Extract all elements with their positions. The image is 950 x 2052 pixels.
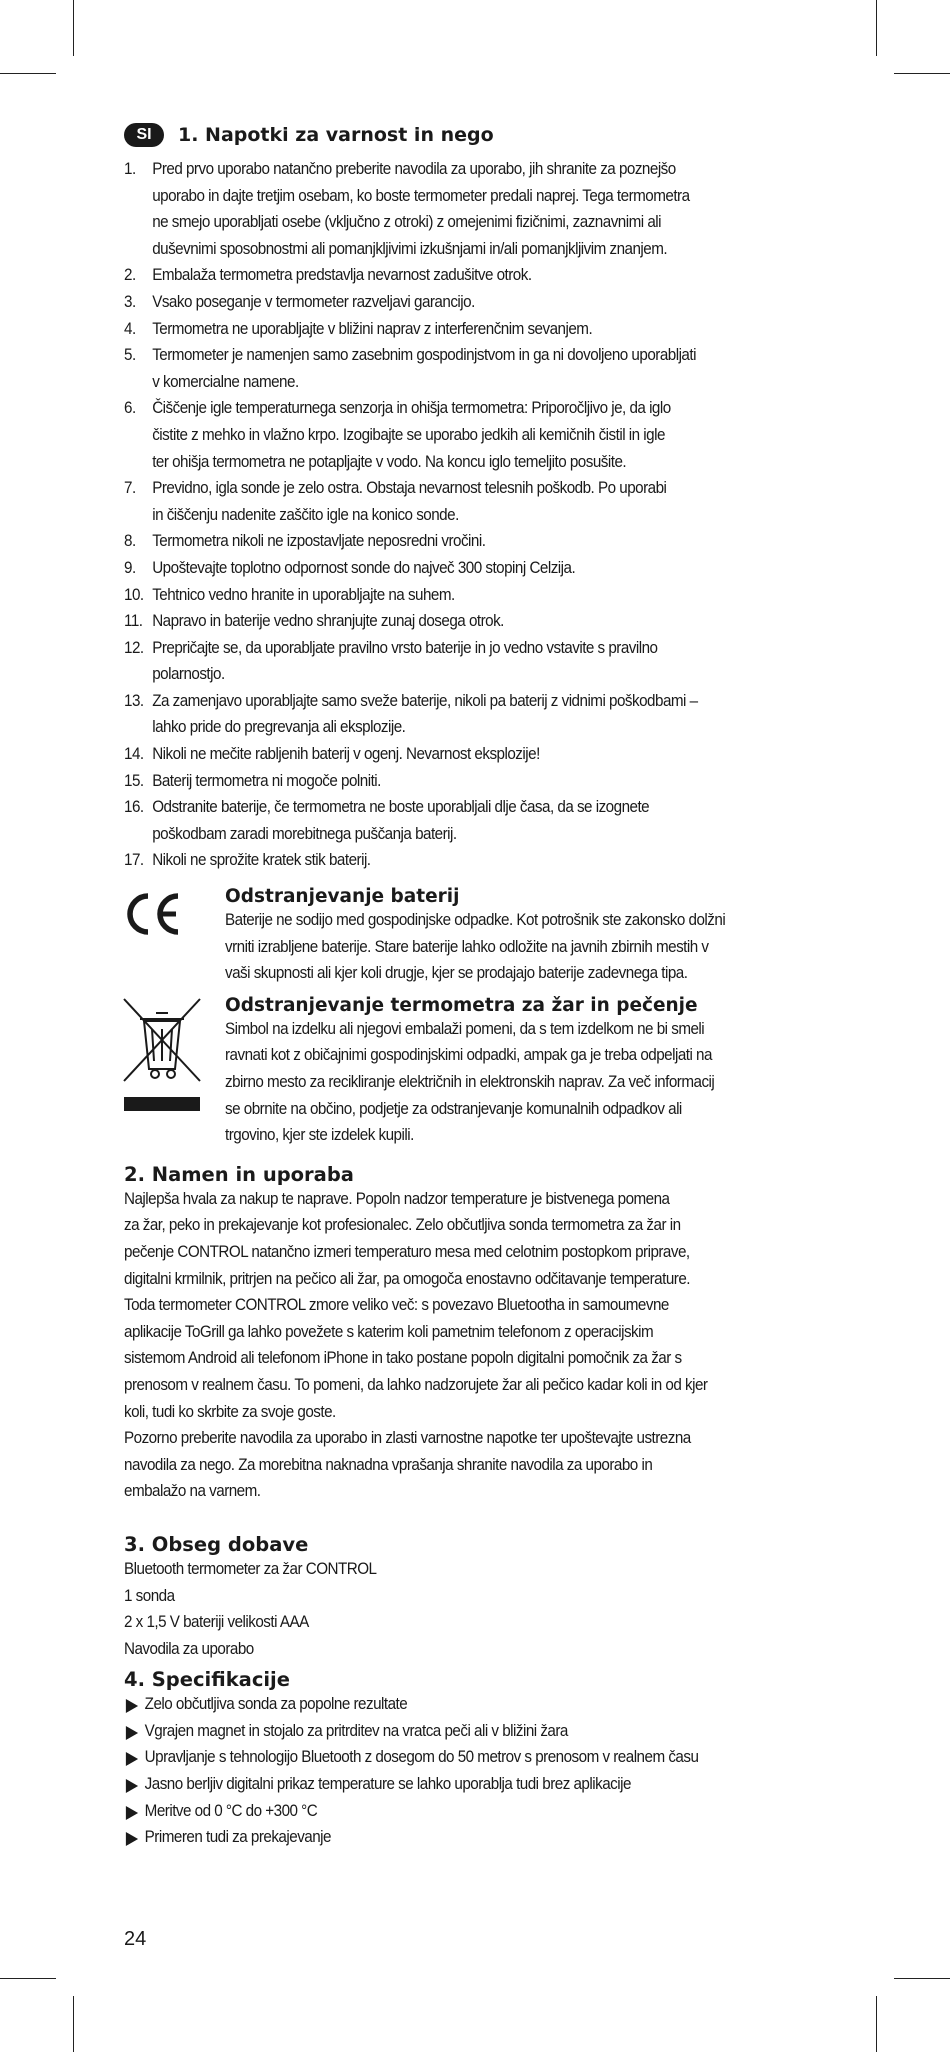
- specs-list: [124, 1691, 829, 1851]
- thermometer-disposal-title: Odstranjevanje termometra za žar in pečenje: [225, 994, 698, 1016]
- spec-item: [124, 1798, 829, 1825]
- safety-item-line: Vsako poseganje v termometer razveljavi garancijo.: [152, 292, 475, 311]
- safety-item-number: 7.: [124, 479, 136, 498]
- battery-disposal-line: vrniti izrabljene baterije. Stare baterije lahko odložite na javnih zbirnih mestih v: [225, 937, 709, 956]
- purpose-heading: 2. Namen in uporaba: [124, 1162, 354, 1186]
- purpose-line: Najlepša hvala za nakup te naprave. Popoln nadzor temperature je bistvenega pomena: [124, 1189, 670, 1208]
- specs-heading: 4. Specifikacije: [124, 1668, 290, 1692]
- thermometer-disposal-line: Simbol na izdelku ali njegovi embalaži pomeni, da s tem izdelkom ne bi smeli: [225, 1019, 705, 1038]
- ce-mark-icon: [122, 892, 182, 941]
- spec-item-text: Jasno berljiv digitalni prikaz temperature se lahko uporablja tudi brez aplikacije: [144, 1775, 631, 1794]
- bullet-arrow-icon: [126, 1752, 138, 1766]
- safety-item-line: Nikoli ne mečite rabljenih baterij v ogenj. Nevarnost eksplozije!: [152, 745, 540, 764]
- safety-item: [124, 262, 829, 289]
- safety-item-line: čistite z mehko in vlažno krpo. Izogibajte se uporabo jedkih ali kemičnih čistil in igle: [152, 425, 665, 444]
- specs-list-wrapper: [124, 1691, 829, 1851]
- battery-disposal-text: [225, 907, 827, 987]
- safety-list-wrapper: [124, 156, 829, 874]
- safety-item: [124, 582, 829, 609]
- contents-heading: 3. Obseg dobave: [124, 1532, 309, 1556]
- contents-item: 1 sonda: [124, 1586, 175, 1605]
- safety-list: [124, 156, 829, 874]
- safety-item-line: Napravo in baterije vedno shranjujte zunaj dosega otrok.: [152, 612, 504, 631]
- purpose-line: digitalni krmilnik, pritrjen na pečico ali žar, pa omogoča enostavno odčitavanje temperature.: [124, 1269, 690, 1288]
- spec-item-text: Primeren tudi za prekajevanje: [144, 1828, 331, 1847]
- safety-item-line: Pred prvo uporabo natančno preberite navodila za uporabo, jih shranite za poznejšo: [152, 160, 676, 178]
- safety-item: [124, 608, 829, 635]
- crop-mark: [73, 1996, 74, 2052]
- contents-section: [124, 1533, 828, 1662]
- spec-item-text: Vgrajen magnet in stojalo za pritrditev na vratca peči ali v bližini žara: [144, 1721, 568, 1740]
- safety-item-line: Previdno, igla sonde je zelo ostra. Obstaja nevarnost telesnih poškodb. Po uporabi: [152, 479, 667, 498]
- safety-item-number: 16.: [124, 798, 144, 817]
- spec-item-text: Zelo občutljiva sonda za popolne rezultate: [144, 1695, 408, 1714]
- safety-item-number: 12.: [124, 638, 144, 657]
- safety-item-number: 4.: [124, 319, 136, 338]
- safety-item-line: poškodbam zaradi morebitnega puščanja baterij.: [152, 824, 457, 843]
- safety-item-line: uporabo in dajte tretjim osebam, ko boste termometer predali naprej. Tega termometra: [152, 186, 690, 205]
- safety-item: [124, 289, 829, 316]
- safety-item: [124, 768, 829, 795]
- safety-item-line: ne smejo uporabljati osebe (vključno z otroki) z omejenimi fizičnimi, zaznavnimi ali: [152, 213, 662, 232]
- safety-item-number: 9.: [124, 558, 136, 577]
- purpose-line: koli, tudi ko skrbite za svoje goste.: [124, 1402, 336, 1421]
- purpose-line: za žar, peko in prekajevanje kot profesionalec. Zelo občutljiva sonda termometra za žar in: [124, 1216, 681, 1235]
- contents-item: Bluetooth termometer za žar CONTROL: [124, 1559, 377, 1578]
- safety-item-line: lahko pride do pregrevanja ali eksplozije.: [152, 718, 406, 737]
- safety-item-number: 11.: [124, 612, 143, 631]
- thermometer-disposal-line: trgovino, kjer ste izdelek kupili.: [225, 1126, 414, 1145]
- language-badge: SI: [124, 123, 164, 147]
- purpose-line: navodila za nego. Za morebitna naknadna vprašanja shranite navodila za uporabo in: [124, 1455, 653, 1474]
- safety-item-line: Čiščenje igle temperaturnega senzorja in ohišja termometra: Priporočljivo je, da iglo: [152, 399, 671, 418]
- specs-section: [124, 1668, 828, 1851]
- safety-item-line: Baterij termometra ni mogoče polniti.: [152, 771, 381, 790]
- purpose-section: [124, 1163, 828, 1505]
- safety-item-line: Termometra nikoli ne izpostavljate neposredni vročini.: [152, 532, 486, 551]
- purpose-text: [124, 1186, 829, 1505]
- battery-disposal-section: [124, 886, 828, 987]
- safety-item-number: 14.: [124, 745, 144, 764]
- safety-item-line: polarnostjo.: [152, 665, 225, 684]
- safety-item-number: 13.: [124, 691, 144, 710]
- safety-item-line: Odstranite baterije, če termometra ne boste uporabljali dlje časa, da se izognete: [152, 798, 650, 817]
- safety-item-number: 2.: [124, 266, 136, 285]
- safety-item-line: Upoštevajte toplotno odpornost sonde do največ 300 stopinj Celzija.: [152, 558, 576, 577]
- purpose-line: embalažo na varnem.: [124, 1482, 261, 1501]
- purpose-line: prenosom v realnem času. To pomeni, da lahko nadzorujete žar ali pečico kadar koli in od kjer: [124, 1375, 708, 1394]
- safety-title: 1. Napotki za varnost in nego: [178, 124, 494, 146]
- safety-item-number: 8.: [124, 532, 136, 551]
- safety-item-number: 1.: [124, 160, 136, 178]
- safety-item-line: Termometer je namenjen samo zasebnim gospodinjstvom in ga ni dovoljeno uporabljati: [152, 346, 696, 365]
- safety-item: [124, 555, 829, 582]
- safety-item: [124, 741, 829, 768]
- purpose-line: sistemom Android ali telefonom iPhone in tako postane popoln digitalni pomočnik za žar s: [124, 1349, 682, 1368]
- purpose-line: Pozorno preberite navodila za uporabo in zlasti varnostne napotke ter upoštevajte ustrezna: [124, 1429, 691, 1448]
- page-content: [124, 118, 828, 1851]
- page-number: 24: [124, 1928, 147, 1950]
- crop-mark: [894, 73, 950, 74]
- safety-item: [124, 635, 829, 688]
- safety-item: [124, 475, 829, 528]
- safety-item: [124, 794, 829, 847]
- safety-item-line: ter ohišja termometra ne potapljajte v vodo. Na koncu iglo temeljito posušite.: [152, 452, 627, 471]
- crop-mark: [0, 73, 56, 74]
- thermometer-disposal-text: [225, 1016, 827, 1149]
- safety-item: [124, 688, 829, 741]
- battery-disposal-line: vaši skupnosti ali kjer koli drugje, kjer se prodajajo baterije zadevnega tipa.: [225, 964, 688, 983]
- battery-disposal-line: Baterije ne sodijo med gospodinjske odpadke. Kot potrošnik ste zakonsko dolžni: [225, 911, 726, 930]
- safety-item-number: 3.: [124, 292, 136, 311]
- safety-item-line: v komercialne namene.: [152, 372, 299, 391]
- safety-item-line: Termometra ne uporabljajte v bližini naprav z interferenčnim sevanjem.: [152, 319, 593, 338]
- safety-item: [124, 847, 829, 874]
- purpose-line: aplikacije ToGrill ga lahko povežete s katerim koli pametnim telefonom z operacijskim: [124, 1322, 654, 1341]
- purpose-line: Toda termometer CONTROL zmore veliko več: s povezavo Bluetootha in samoumevne: [124, 1296, 669, 1315]
- safety-item-line: Embalaža termometra predstavlja nevarnost zadušitve otrok.: [152, 266, 532, 285]
- safety-item: [124, 395, 829, 475]
- safety-item: [124, 342, 829, 395]
- crossed-out-wheelie-bin-icon: [122, 997, 202, 1122]
- bullet-arrow-icon: [126, 1806, 138, 1820]
- safety-item-line: in čiščenju nadenite zaščito igle na konico sonde.: [152, 505, 459, 524]
- spec-item: [124, 1718, 829, 1745]
- thermometer-disposal-section: [124, 995, 828, 1149]
- contents-list: [124, 1556, 829, 1662]
- bullet-arrow-icon: [126, 1832, 138, 1846]
- spec-item: [124, 1744, 829, 1771]
- contents-item: Navodila za uporabo: [124, 1639, 254, 1658]
- crop-mark: [894, 1978, 950, 1979]
- crop-mark: [0, 1978, 56, 1979]
- safety-item-number: 15.: [124, 771, 144, 790]
- crop-mark: [876, 0, 877, 56]
- safety-item: [124, 156, 829, 262]
- safety-item-number: 5.: [124, 346, 136, 365]
- contents-item: 2 x 1,5 V bateriji velikosti AAA: [124, 1613, 309, 1632]
- safety-heading: [124, 118, 828, 152]
- safety-item: [124, 528, 829, 555]
- spec-item: [124, 1691, 829, 1718]
- safety-item-number: 10.: [124, 585, 144, 604]
- bullet-arrow-icon: [126, 1779, 138, 1793]
- safety-item-number: 17.: [124, 851, 144, 870]
- safety-item-line: Prepričajte se, da uporabljate pravilno vrsto baterije in jo vedno vstavite s pravilno: [152, 638, 658, 657]
- spec-item: [124, 1771, 829, 1798]
- crop-mark: [73, 0, 74, 56]
- spec-item-text: Upravljanje s tehnologijo Bluetooth z dosegom do 50 metrov s prenosom v realnem času: [144, 1748, 699, 1767]
- safety-item-line: Nikoli ne sprožite kratek stik baterij.: [152, 851, 371, 870]
- bullet-arrow-icon: [126, 1726, 138, 1740]
- spec-item-text: Meritve od 0 °C do +300 °C: [144, 1801, 318, 1820]
- thermometer-disposal-line: zbirno mesto za recikliranje električnih in elektronskih naprav. Za več informacij: [225, 1073, 715, 1091]
- safety-item-line: Za zamenjavo uporabljajte samo sveže baterije, nikoli pa baterij z vidnimi poškodbami –: [152, 691, 698, 710]
- safety-item-line: Tehtnico vedno hranite in uporabljajte na suhem.: [152, 585, 455, 604]
- safety-item-number: 6.: [124, 399, 136, 418]
- crop-mark: [876, 1996, 877, 2052]
- thermometer-disposal-line: se obrnite na občino, podjetje za odstranjevanje komunalnih odpadkov ali: [225, 1099, 682, 1118]
- safety-item-line: duševnimi sposobnostmi ali pomanjkljivimi izkušnjami in/ali pomanjkljivim znanjem.: [152, 239, 668, 258]
- battery-disposal-title: Odstranjevanje baterij: [225, 886, 460, 908]
- purpose-line: pečenje CONTROL natančno izmeri temperaturo mesa med celotnim postopkom priprave,: [124, 1242, 690, 1261]
- safety-item: [124, 316, 829, 343]
- thermometer-disposal-line: ravnati kot z običajnimi gospodinjskimi odpadki, ampak ga je treba odpeljati na: [225, 1046, 712, 1065]
- spec-item: [124, 1824, 829, 1851]
- bullet-arrow-icon: [126, 1699, 138, 1713]
